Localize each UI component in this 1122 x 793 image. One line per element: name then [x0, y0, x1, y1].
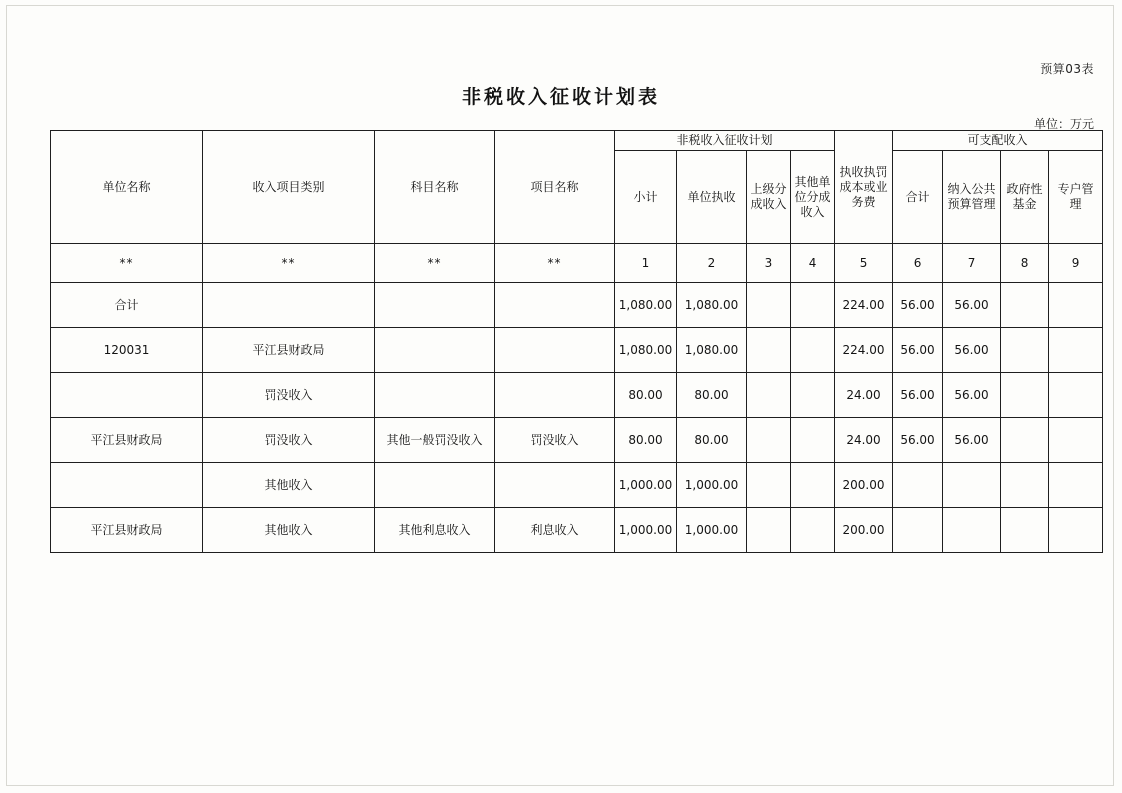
cell-subtotal: 1,080.00 — [615, 328, 677, 373]
col-special-mgmt: 专户管理 — [1049, 151, 1103, 244]
marker-col-4: 4 — [791, 244, 835, 283]
cell-cost-fee: 24.00 — [835, 373, 893, 418]
cell-special-mgmt — [1049, 328, 1103, 373]
cell-subject-name — [375, 283, 495, 328]
col-item-name: 项目名称 — [495, 131, 615, 244]
table-container — [50, 130, 1094, 553]
col-total: 合计 — [893, 151, 943, 244]
cell-gov-fund — [1001, 508, 1049, 553]
cell-public-budget: 56.00 — [943, 283, 1001, 328]
marker-col-2: 2 — [677, 244, 747, 283]
col-other-unit-share: 其他单位分成收入 — [791, 151, 835, 244]
col-income-category: 收入项目类别 — [203, 131, 375, 244]
cell-unit-name: 平江县财政局 — [51, 508, 203, 553]
cell-other-unit-share — [791, 373, 835, 418]
col-subtotal: 小计 — [615, 151, 677, 244]
cell-income-category: 其他收入 — [203, 508, 375, 553]
cell-gov-fund — [1001, 328, 1049, 373]
cell-cost-fee: 200.00 — [835, 463, 893, 508]
page-title: 非税收入征收计划表 — [461, 86, 660, 108]
cell-subject-name — [375, 463, 495, 508]
cell-own-collect: 1,000.00 — [677, 463, 747, 508]
non-tax-income-table — [50, 130, 1103, 553]
cell-subtotal: 80.00 — [615, 418, 677, 463]
cell-total: 56.00 — [893, 283, 943, 328]
marker-col-6: 6 — [893, 244, 943, 283]
cell-unit-name: 120031 — [51, 328, 203, 373]
cell-special-mgmt — [1049, 508, 1103, 553]
cell-gov-fund — [1001, 463, 1049, 508]
marker-col-9: 9 — [1049, 244, 1103, 283]
cell-own-collect: 80.00 — [677, 418, 747, 463]
table-header — [51, 131, 1103, 244]
col-own-collect: 单位执收 — [677, 151, 747, 244]
cell-item-name — [495, 328, 615, 373]
cell-other-unit-share — [791, 283, 835, 328]
cell-gov-fund — [1001, 373, 1049, 418]
cell-own-collect: 1,080.00 — [677, 283, 747, 328]
table-row — [51, 463, 1103, 508]
cell-special-mgmt — [1049, 283, 1103, 328]
cell-total: 56.00 — [893, 328, 943, 373]
unit-note: 单位：万元 — [1033, 117, 1094, 131]
cell-unit-name: 合计 — [51, 283, 203, 328]
cell-item-name: 罚没收入 — [495, 418, 615, 463]
cell-cost-fee: 224.00 — [835, 328, 893, 373]
table-row — [51, 283, 1103, 328]
group-header-plan: 非税收入征收计划 — [615, 131, 835, 151]
cell-unit-name: 平江县财政局 — [51, 418, 203, 463]
col-gov-fund: 政府性基金 — [1001, 151, 1049, 244]
cell-special-mgmt — [1049, 418, 1103, 463]
cell-subject-name — [375, 328, 495, 373]
col-public-budget: 纳入公共预算管理 — [943, 151, 1001, 244]
cell-income-category — [203, 283, 375, 328]
marker-income-category: ** — [203, 244, 375, 283]
cell-upper-share — [747, 373, 791, 418]
cell-other-unit-share — [791, 463, 835, 508]
group-header-available: 可支配收入 — [893, 131, 1103, 151]
cell-subtotal: 1,080.00 — [615, 283, 677, 328]
cell-item-name — [495, 283, 615, 328]
table-row — [51, 508, 1103, 553]
cell-gov-fund — [1001, 418, 1049, 463]
cell-other-unit-share — [791, 508, 835, 553]
cell-item-name — [495, 373, 615, 418]
cell-income-category: 其他收入 — [203, 463, 375, 508]
cell-upper-share — [747, 328, 791, 373]
cell-income-category: 罚没收入 — [203, 418, 375, 463]
cell-subject-name: 其他一般罚没收入 — [375, 418, 495, 463]
marker-col-5: 5 — [835, 244, 893, 283]
table-marker-row — [51, 244, 1103, 283]
marker-subject-name: ** — [375, 244, 495, 283]
cell-other-unit-share — [791, 418, 835, 463]
table-row — [51, 328, 1103, 373]
cell-upper-share — [747, 283, 791, 328]
marker-col-3: 3 — [747, 244, 791, 283]
cell-own-collect: 1,080.00 — [677, 328, 747, 373]
col-cost-fee: 执收执罚成本或业务费 — [835, 131, 893, 244]
form-code: 预算03表 — [1040, 62, 1094, 76]
col-unit-name: 单位名称 — [51, 131, 203, 244]
cell-public-budget: 56.00 — [943, 418, 1001, 463]
cell-subtotal: 1,000.00 — [615, 463, 677, 508]
cell-item-name — [495, 463, 615, 508]
cell-total — [893, 463, 943, 508]
cell-special-mgmt — [1049, 463, 1103, 508]
cell-income-category: 平江县财政局 — [203, 328, 375, 373]
col-upper-share: 上级分成收入 — [747, 151, 791, 244]
cell-special-mgmt — [1049, 373, 1103, 418]
cell-public-budget: 56.00 — [943, 373, 1001, 418]
cell-own-collect: 1,000.00 — [677, 508, 747, 553]
cell-upper-share — [747, 508, 791, 553]
cell-unit-name — [51, 373, 203, 418]
cell-subject-name — [375, 373, 495, 418]
cell-other-unit-share — [791, 328, 835, 373]
cell-own-collect: 80.00 — [677, 373, 747, 418]
cell-item-name: 利息收入 — [495, 508, 615, 553]
cell-public-budget: 56.00 — [943, 328, 1001, 373]
cell-income-category: 罚没收入 — [203, 373, 375, 418]
table-row — [51, 373, 1103, 418]
cell-total: 56.00 — [893, 418, 943, 463]
cell-cost-fee: 224.00 — [835, 283, 893, 328]
cell-total: 56.00 — [893, 373, 943, 418]
cell-public-budget — [943, 508, 1001, 553]
marker-col-7: 7 — [943, 244, 1001, 283]
table-row — [51, 418, 1103, 463]
cell-upper-share — [747, 418, 791, 463]
cell-total — [893, 508, 943, 553]
cell-gov-fund — [1001, 283, 1049, 328]
marker-col-8: 8 — [1001, 244, 1049, 283]
cell-subtotal: 1,000.00 — [615, 508, 677, 553]
cell-subject-name: 其他利息收入 — [375, 508, 495, 553]
col-subject-name: 科目名称 — [375, 131, 495, 244]
marker-col-1: 1 — [615, 244, 677, 283]
cell-upper-share — [747, 463, 791, 508]
cell-public-budget — [943, 463, 1001, 508]
table-body — [51, 244, 1103, 553]
cell-unit-name — [51, 463, 203, 508]
cell-cost-fee: 200.00 — [835, 508, 893, 553]
cell-subtotal: 80.00 — [615, 373, 677, 418]
marker-unit-name: ** — [51, 244, 203, 283]
cell-cost-fee: 24.00 — [835, 418, 893, 463]
marker-item-name: ** — [495, 244, 615, 283]
